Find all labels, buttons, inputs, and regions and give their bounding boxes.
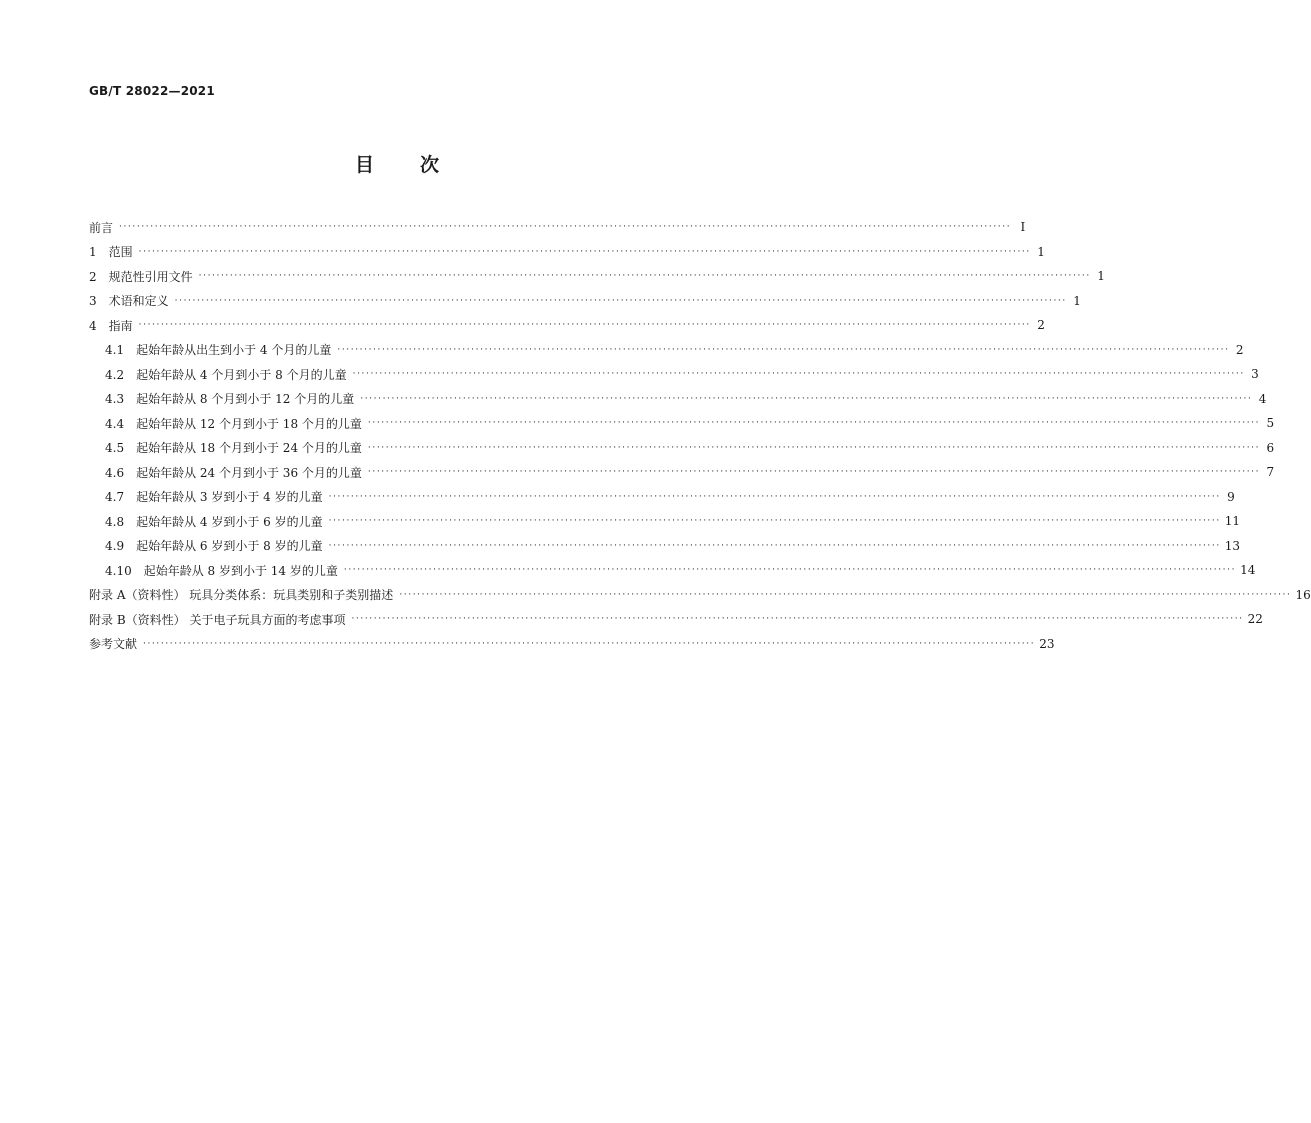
toc-entry-page: 1 xyxy=(1037,244,1045,259)
dot-leader: ········································································································································································································ xyxy=(367,418,1261,429)
toc-entry-text: 起始年龄从 8 岁到小于 14 岁的儿童 xyxy=(143,563,338,578)
toc-entry-label xyxy=(105,562,344,579)
toc-entry[interactable] xyxy=(89,534,1241,559)
dot-leader: ········································································································································································································ xyxy=(367,467,1261,478)
toc-entry-page: 6 xyxy=(1266,440,1275,455)
toc-entry-text: 范围 xyxy=(108,245,133,260)
dot-leader: ········································································································································································································ xyxy=(343,565,1237,576)
title-char-1: 目 xyxy=(354,154,374,176)
toc-entry[interactable] xyxy=(89,264,1105,289)
table-of-contents xyxy=(89,215,1311,656)
toc-entry-page: 13 xyxy=(1224,538,1241,553)
toc-entry-label xyxy=(105,537,329,554)
toc-entry-number: 4.10 xyxy=(105,563,132,578)
toc-entry-page: 9 xyxy=(1227,489,1235,504)
dot-leader: ········································································································································································································ xyxy=(174,295,1067,306)
toc-entry-text: 起始年龄从 12 个月到小于 18 个月的儿童 xyxy=(136,416,362,431)
toc-entry-label xyxy=(89,243,139,260)
dot-leader: ········································································································································································································ xyxy=(143,638,1036,649)
dot-leader: ········································································································································································································ xyxy=(352,369,1245,380)
toc-entry-page: 2 xyxy=(1037,318,1045,333)
dot-leader: ········································································································································································································ xyxy=(198,271,1091,282)
toc-entry-text: 起始年龄从出生到小于 4 个月的儿童 xyxy=(136,343,332,358)
toc-entry-page: 11 xyxy=(1224,514,1241,529)
toc-entry-label xyxy=(89,611,351,628)
toc-entry-number: 4.2 xyxy=(105,367,125,382)
toc-entry[interactable] xyxy=(89,583,1311,608)
toc-entry[interactable] xyxy=(89,411,1275,436)
toc-entry-number: 4 xyxy=(89,318,97,333)
toc-entry-label xyxy=(89,268,199,285)
toc-entry-page: 5 xyxy=(1266,416,1275,431)
toc-entry[interactable] xyxy=(89,632,1055,657)
dot-leader: ········································································································································································································ xyxy=(399,589,1292,600)
toc-entry-page: 4 xyxy=(1258,391,1267,406)
toc-entry-number: 4.5 xyxy=(105,441,125,456)
toc-entry-label xyxy=(89,317,139,334)
toc-entry[interactable] xyxy=(89,509,1241,534)
toc-entry-page: Ⅰ xyxy=(1020,220,1026,235)
toc-entry-page: 16 xyxy=(1295,587,1311,602)
toc-entry[interactable] xyxy=(89,313,1045,338)
page-title xyxy=(0,150,794,177)
toc-entry[interactable] xyxy=(89,460,1275,485)
toc-entry-text: 术语和定义 xyxy=(108,294,169,309)
toc-entry-label xyxy=(105,513,329,530)
toc-entry[interactable] xyxy=(89,215,1026,240)
toc-entry-number: 1 xyxy=(89,245,97,260)
toc-entry-page: 22 xyxy=(1247,612,1263,627)
toc-entry-text: 附录 B（资料性） 关于电子玩具方面的考虑事项 xyxy=(89,612,346,627)
toc-entry-text: 指南 xyxy=(108,318,133,333)
toc-entry-label xyxy=(105,366,353,383)
dot-leader: ········································································································································································································ xyxy=(119,222,1012,233)
toc-entry-text: 附录 A（资料性） 玩具分类体系：玩具类别和子类别描述 xyxy=(89,588,394,603)
dot-leader: ········································································································································································································ xyxy=(138,320,1031,331)
toc-entry[interactable] xyxy=(89,436,1275,461)
dot-leader: ········································································································································································································ xyxy=(328,491,1221,502)
toc-entry-text: 起始年龄从 3 岁到小于 4 岁的儿童 xyxy=(136,490,323,505)
dot-leader: ········································································································································································································ xyxy=(138,246,1031,257)
toc-entry-page: 23 xyxy=(1039,636,1055,651)
toc-entry-label xyxy=(89,219,119,236)
toc-entry[interactable] xyxy=(89,289,1081,314)
title-char-2: 次 xyxy=(420,154,440,176)
toc-entry-text: 规范性引用文件 xyxy=(108,269,193,284)
toc-entry-page: 3 xyxy=(1251,367,1259,382)
toc-entry-text: 起始年龄从 8 个月到小于 12 个月的儿童 xyxy=(136,392,355,407)
dot-leader: ········································································································································································································ xyxy=(337,344,1230,355)
toc-entry-page: 2 xyxy=(1235,342,1244,357)
toc-entry-label xyxy=(105,390,360,407)
toc-entry[interactable] xyxy=(89,485,1235,510)
toc-entry-number: 4.3 xyxy=(105,392,125,407)
toc-entry[interactable] xyxy=(89,387,1267,412)
toc-entry-number: 4.7 xyxy=(105,490,125,505)
dot-leader: ········································································································································································································ xyxy=(367,442,1261,453)
dot-leader: ········································································································································································································ xyxy=(328,540,1221,551)
dot-leader: ········································································································································································································ xyxy=(328,516,1221,527)
toc-entry-page: 14 xyxy=(1240,563,1256,578)
toc-entry-label xyxy=(105,341,337,358)
toc-entry-number: 4.8 xyxy=(105,514,125,529)
toc-entry-number: 4.9 xyxy=(105,539,125,554)
toc-entry-text: 起始年龄从 24 个月到小于 36 个月的儿童 xyxy=(136,465,362,480)
toc-entry[interactable] xyxy=(89,362,1259,387)
toc-entry[interactable] xyxy=(89,558,1256,583)
toc-entry[interactable] xyxy=(89,607,1263,632)
toc-entry[interactable] xyxy=(89,240,1045,265)
toc-entry-number: 4.4 xyxy=(105,416,125,431)
toc-entry-text: 参考文献 xyxy=(89,637,138,652)
toc-entry-number: 4.1 xyxy=(105,343,125,358)
toc-entry[interactable] xyxy=(89,338,1244,363)
toc-entry-text: 起始年龄从 6 岁到小于 8 岁的儿童 xyxy=(136,539,323,554)
toc-entry-label xyxy=(89,635,143,652)
toc-entry-text: 前言 xyxy=(89,220,114,235)
toc-entry-label xyxy=(105,464,368,481)
toc-entry-label xyxy=(89,586,399,603)
standard-code: GB/T 28022—2021 xyxy=(89,84,215,98)
toc-entry-number: 3 xyxy=(89,294,97,309)
toc-entry-label xyxy=(105,439,368,456)
toc-entry-page: 1 xyxy=(1073,293,1081,308)
toc-entry-text: 起始年龄从 18 个月到小于 24 个月的儿童 xyxy=(136,441,362,456)
toc-entry-label xyxy=(105,415,368,432)
toc-entry-text: 起始年龄从 4 个月到小于 8 个月的儿童 xyxy=(136,367,347,382)
toc-entry-number: 4.6 xyxy=(105,465,125,480)
toc-entry-label xyxy=(89,292,175,309)
dot-leader: ········································································································································································································ xyxy=(360,393,1253,404)
dot-leader: ········································································································································································································ xyxy=(351,614,1244,625)
toc-entry-label xyxy=(105,488,329,505)
toc-entry-text: 起始年龄从 4 岁到小于 6 岁的儿童 xyxy=(136,514,323,529)
toc-entry-page: 1 xyxy=(1097,269,1105,284)
toc-entry-number: 2 xyxy=(89,269,97,284)
toc-entry-page: 7 xyxy=(1266,465,1275,480)
